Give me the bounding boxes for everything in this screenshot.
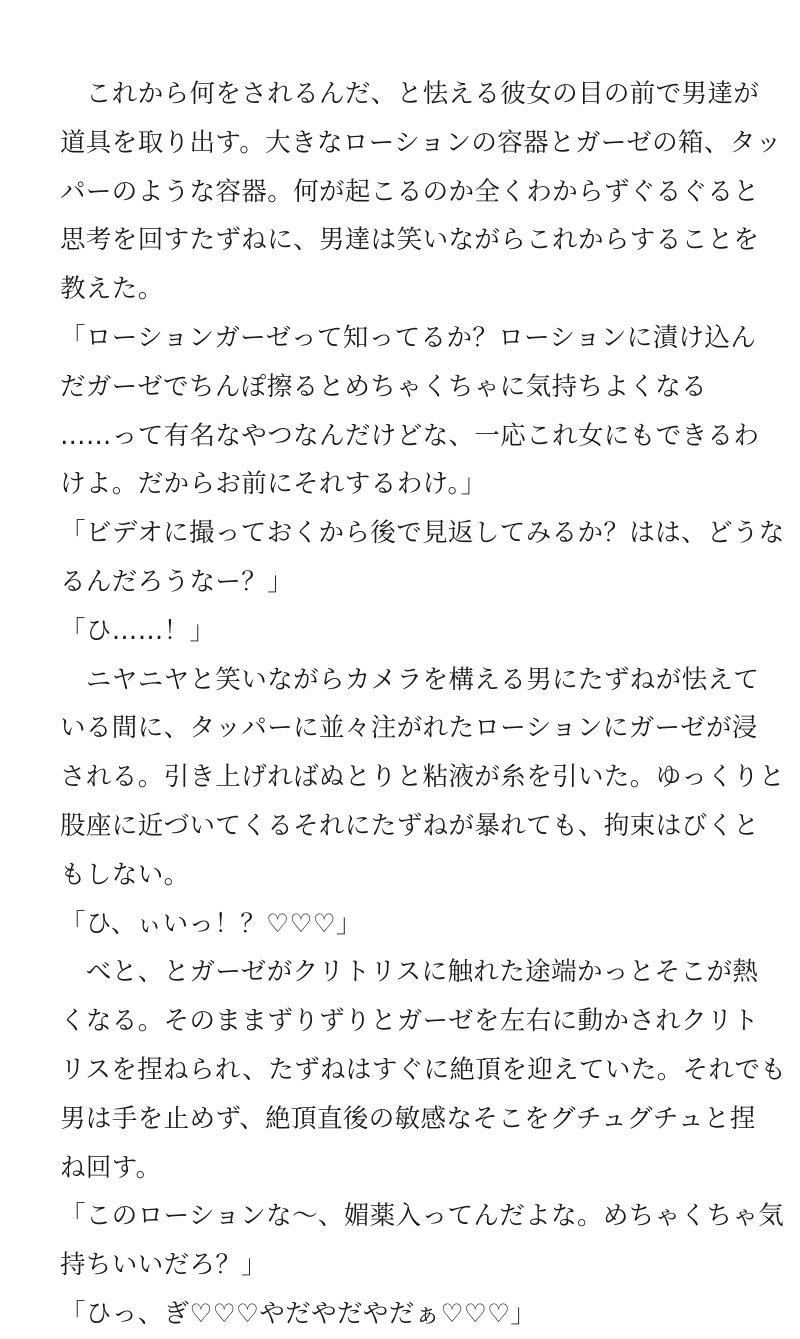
text-line: 「このローションな～、媚薬入ってんだよな。めちゃくちゃ気 [60,1201,785,1232]
text-line: 「ひっ、ぎ♡♡♡やだやだやだぁ♡♡♡」 [60,1298,537,1329]
text-line: 股座に近づいてくるそれにたずねが暴れても、拘束はびくと [60,810,760,841]
text-line: 「ビデオに撮っておくから後で見返してみるか？はは、どうな [60,518,785,549]
text-line: される。引き上げればぬとりと粘液が糸を引いた。ゆっくりと [60,762,785,793]
text-line: 道具を取り出す。大きなローションの容器とガーゼの箱、タッ [60,127,782,158]
text-line: べと、とガーゼがクリトリスに触れた途端かっとそこが熱 [60,957,759,988]
text-line: 「ひ、ぃいっ！？♡♡♡」 [60,908,362,939]
text-line: リスを捏ねられ、たずねはすぐに絶頂を迎えていた。それでも [60,1054,787,1085]
text-line: 思考を回すたずねに、男達は笑いながらこれからすることを [60,225,760,256]
text-line: 「ひ……！」 [60,615,216,646]
text-line: 「ローションガーゼって知ってるか？ローションに漬け込ん [60,322,757,353]
text-line: くなる。そのままずりずりとガーゼを左右に動かされクリト [60,1006,759,1037]
text-line: ね回す。 [60,1152,162,1183]
text-line: 持ちいいだろ？」 [60,1250,268,1281]
text-line: これから何をされるんだ、と怯える彼女の目の前で男達が [60,79,760,109]
text-line: ……って有名なやつなんだけどな、一応これ女にもできるわ [60,420,760,451]
text-line: けよ。だからお前にそれするわけ。」 [60,469,487,500]
text-line: もしない。 [60,859,190,890]
text-line: るんだろうなー？」 [60,566,294,597]
text-line: 男は手を止めず、絶頂直後の敏感なそこをグチュグチュと捏 [60,1103,756,1134]
text-line: パーのような容器。何が起こるのか全くわからずぐるぐると [60,176,760,207]
text-line: いる間に、タッパーに並々注がれたローションにガーゼが浸 [60,713,758,744]
text-line: ニヤニヤと笑いながらカメラを構える男にたずねが怯えて [60,664,760,695]
body-text [60,70,787,1339]
text-line: だガーゼでちんぽ擦るとめちゃくちゃに気持ちよくなる [60,371,707,402]
text-line: 教えた。 [60,274,164,305]
